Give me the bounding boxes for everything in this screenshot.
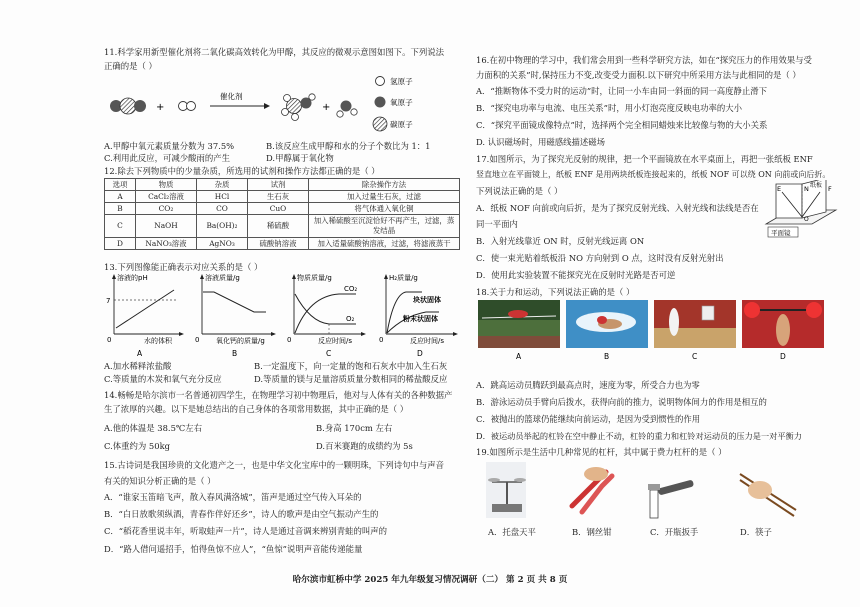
q13-graphs bbox=[104, 272, 460, 358]
q13-option-c: C.等质量的木炭和氧气充分反应 bbox=[104, 374, 222, 384]
fig-label-e: E bbox=[777, 185, 782, 193]
table-cell: CaCl₂溶液 bbox=[136, 191, 197, 203]
chopsticks-icon bbox=[740, 474, 796, 516]
q14-stem-line1: 14.畅畅是哈尔滨市一名普通初四学生，在物理学习初中物理后，他对与人体有关的各种数据产 bbox=[104, 390, 453, 400]
table-cell: D bbox=[105, 238, 136, 250]
q18-stem: 18.关于力和运动，下列说法正确的是（ ） bbox=[476, 287, 635, 297]
photo-label-a: A bbox=[516, 352, 522, 360]
fig-label-board: 纸板 bbox=[810, 182, 823, 189]
table-cell: A bbox=[105, 191, 136, 203]
q19-lever-pictures bbox=[478, 460, 818, 522]
graph-a-ylabel: 溶液的pH bbox=[117, 274, 148, 282]
table-row bbox=[105, 215, 460, 238]
table-row bbox=[105, 238, 460, 250]
plus-sign: + bbox=[156, 102, 165, 113]
q13-option-a: A.加水稀释浓盐酸 bbox=[104, 361, 172, 371]
graph-b bbox=[195, 273, 276, 358]
photo-label-c: C bbox=[692, 352, 698, 360]
fig-label-mirror: 平面镜 bbox=[771, 229, 791, 237]
graph-d-letter: D bbox=[417, 349, 423, 358]
legend-carbon: 碳原子 bbox=[390, 120, 413, 129]
q15-stem-line1: 15.古诗词是我国珍贵的文化遗产之一，也是中华文化宝库中的一颗明珠，下列诗句中与声音 bbox=[104, 460, 444, 470]
photo-weightlifting bbox=[742, 300, 824, 348]
graph-c-ylabel: 物质质量/g bbox=[297, 274, 332, 282]
water-molecule bbox=[337, 101, 357, 118]
q17-option-c: C．使一束光贴着纸板沿 NO 方向射到 O 点，这时没有反射光射出 bbox=[476, 253, 724, 263]
table-cell: 稀硫酸 bbox=[248, 215, 309, 238]
q18-option-b: B．游泳运动员手臂向后拨水，获得向前的推力，说明物体间力的作用是相互的 bbox=[476, 397, 767, 407]
graph-d-powder: 粉末状固体 bbox=[403, 315, 438, 323]
q17-stem-line2: 竖直地立在平面镜上，纸板 ENF 是用两块纸板连接起来的，纸板 NOF 可以绕 ON 向前或向后折。 bbox=[476, 170, 831, 179]
table-cell: 加入适量硫酸钠溶液，过滤，将滤液蒸干 bbox=[309, 238, 460, 250]
h2-molecule bbox=[179, 102, 196, 111]
q14-option-b: B.身高 170cm 左右 bbox=[316, 423, 393, 433]
photo-swimming bbox=[566, 300, 648, 348]
q12-table bbox=[104, 178, 460, 250]
table-cell: 硫酸钠溶液 bbox=[248, 238, 309, 250]
q11-stem-line2: 正确的是（ ） bbox=[104, 61, 157, 71]
page-footer: 哈尔滨市虹桥中学 2025 年九年级复习情况调研（二） 第 2 页 共 8 页 bbox=[292, 575, 568, 585]
q16-option-c: C．“探究平面镜成像特点”时，选择两个完全相同蜡烛来比较像与物的大小关系 bbox=[476, 120, 768, 130]
table-header: 除杂操作方法 bbox=[309, 179, 460, 191]
graph-a-origin: 0 bbox=[107, 336, 112, 344]
graph-c-co2: CO₂ bbox=[344, 285, 358, 293]
graph-a-tick: 7 bbox=[106, 297, 111, 305]
table-cell: Ba(OH)₂ bbox=[197, 215, 248, 238]
fig-label-o: O bbox=[804, 216, 809, 223]
photo-basketball bbox=[654, 300, 736, 348]
q15-option-b: B．“白日放歌须纵酒，青春作伴好还乡”，诗人的歌声是由空气振动产生的 bbox=[104, 509, 379, 519]
fig-label-n: N bbox=[804, 185, 809, 193]
table-cell: B bbox=[105, 203, 136, 215]
photo-high-jump bbox=[478, 300, 560, 348]
table-header: 选项 bbox=[105, 179, 136, 191]
photo-label-b: B bbox=[604, 352, 610, 360]
q16-stem-line1: 16.在初中物理的学习中，我们常会用到一些科学研究方法，如在“探究压力的作用效果与受 bbox=[476, 55, 812, 65]
q14-option-a: A.他的体温是 38.5℃左右 bbox=[104, 423, 203, 433]
q17-option-a-line1: A．纸板 NOF 向前或向后折，是为了探究反射光线、入射光线和法线是否在 bbox=[476, 203, 759, 213]
table-cell: NaOH bbox=[136, 215, 197, 238]
legend-hydrogen: 氢原子 bbox=[390, 77, 413, 86]
q15-option-c: C．“稻花香里说丰年，听取蛙声一片”，诗人是通过音调来辨别青蛙的叫声的 bbox=[104, 526, 387, 536]
q11-reaction-diagram bbox=[104, 72, 434, 142]
table-cell: 将气体通入氧化铜 bbox=[309, 203, 460, 215]
graph-c-o2: O₂ bbox=[346, 315, 355, 323]
q19-option-a: A．托盘天平 bbox=[488, 527, 536, 537]
q19-stem: 19.如图所示是生活中几种常见的杠杆，其中属于费力杠杆的是（ ） bbox=[476, 447, 727, 457]
q11-option-c: C.利用此反应，可减少酸雨的产生 bbox=[104, 153, 231, 163]
q18-option-c: C．被抛出的篮球仍能继续向前运动，是因为受到惯性的作用 bbox=[476, 414, 701, 424]
table-header: 物质 bbox=[136, 179, 197, 191]
q15-option-d: D．“路人借问遥招手，怕得鱼惊不应人”，“鱼惊”说明声音能传递能量 bbox=[104, 544, 363, 554]
q19-option-b: B．钢丝钳 bbox=[572, 527, 612, 537]
graph-c-origin: 0 bbox=[287, 336, 292, 344]
q14-option-c: C.体重约为 50kg bbox=[104, 441, 171, 451]
q11-option-d: D.甲醇属于氧化物 bbox=[266, 153, 334, 163]
graph-d-origin: 0 bbox=[379, 336, 384, 344]
table-header: 试剂 bbox=[248, 179, 309, 191]
graph-c-letter: C bbox=[326, 349, 332, 358]
graph-c bbox=[287, 273, 366, 358]
q13-option-d: D.等质量的镁与足量溶质质量分数相同的稀盐酸反应 bbox=[254, 374, 448, 384]
photo-label-d: D bbox=[780, 352, 786, 360]
q18-option-d: D．被运动员举起的杠铃在空中静止不动，杠铃的重力和杠铃对运动员的压力是一对平衡力 bbox=[476, 431, 802, 441]
co2-molecule bbox=[110, 98, 146, 114]
bottle-opener-icon bbox=[648, 479, 694, 518]
q12-stem: 12.除去下列物质中的少量杂质，所选用的试剂和操作方法都正确的是（ ） bbox=[104, 166, 380, 176]
table-row bbox=[105, 191, 460, 203]
atom-legend bbox=[373, 76, 413, 131]
graph-b-xlabel: 氧化钙的质量/g bbox=[216, 337, 265, 345]
q14-stem-line2: 生了浓厚的兴趣。以下是她总结出的自己身体的各项常用数据，其中正确的是（ ） bbox=[104, 404, 409, 414]
graph-b-letter: B bbox=[232, 349, 238, 358]
graph-c-xlabel: 反应时间/s bbox=[318, 337, 353, 345]
graph-a-letter: A bbox=[137, 349, 143, 358]
catalyst-label: 催化剂 bbox=[220, 92, 243, 101]
q18-sports-photos bbox=[478, 300, 824, 360]
graph-a bbox=[106, 273, 184, 358]
q17-stem-line3: 下列说法正确的是（ ） bbox=[476, 186, 563, 196]
q11-stem-line1: 11.科学家用新型催化剂将二氧化碳高效转化为甲醇，其反应的微观示意图如图下。下列说法 bbox=[104, 47, 444, 57]
methanol-molecule bbox=[282, 94, 316, 121]
plus-sign-2: + bbox=[322, 102, 331, 113]
table-row bbox=[105, 203, 460, 215]
graph-d-ylabel: H₂质量/g bbox=[389, 274, 418, 282]
table-cell: CuO bbox=[248, 203, 309, 215]
q17-stem-line1: 17.如图所示，为了探究光反射的规律，把一个平面镜放在水平桌面上，再把一张纸板 ENF bbox=[476, 154, 813, 164]
graph-d-block: 块状固体 bbox=[413, 296, 441, 304]
table-header-row bbox=[105, 179, 460, 191]
q14-option-d: D.百米赛跑的成绩约为 5s bbox=[316, 441, 413, 451]
q17-option-d: D．使用此实验装置不能探究光在反射时光路是否可逆 bbox=[476, 270, 676, 280]
q11-option-b: B.该反应生成甲醇和水的分子个数比为 1：1 bbox=[266, 141, 431, 151]
q13-stem: 13.下列图像能正确表示对应关系的是（ ） bbox=[104, 262, 263, 272]
wire-cutter-icon bbox=[572, 467, 612, 512]
q16-stem-line2: 力面积的关系”时,保持压力不变,改变受力面积.以下研究中所采用方法与此相同的是（ ） bbox=[476, 70, 801, 80]
table-cell: 生石灰 bbox=[248, 191, 309, 203]
legend-oxygen: 氧原子 bbox=[390, 98, 413, 107]
q19-option-c: C．开瓶扳手 bbox=[650, 527, 699, 537]
table-cell: 加入过量生石灰，过滤 bbox=[309, 191, 460, 203]
q16-option-d: D. 认识磁场时，用磁感线描述磁场 bbox=[476, 137, 605, 147]
q17-option-b: B．入射光线靠近 ON 时，反射光线远离 ON bbox=[476, 236, 645, 246]
q13-option-b: B.一定温度下，向一定量的饱和石灰水中加入生石灰 bbox=[254, 361, 448, 371]
table-cell: C bbox=[105, 215, 136, 238]
table-header: 杂质 bbox=[197, 179, 248, 191]
table-cell: NaNO₃溶液 bbox=[136, 238, 197, 250]
q11-option-a: A.甲醇中氧元素质量分数为 37.5% bbox=[104, 141, 235, 151]
q18-option-a: A．跳高运动员腾跃到最高点时，速度为零，所受合力也为零 bbox=[476, 380, 700, 390]
q17-reflection-figure bbox=[762, 180, 842, 238]
graph-a-xlabel: 水的体积 bbox=[144, 337, 172, 345]
balance-scale-icon bbox=[486, 462, 526, 518]
q19-option-d: D．筷子 bbox=[740, 527, 772, 537]
table-cell: CO₂ bbox=[136, 203, 197, 215]
graph-d-xlabel: 反应时间/s bbox=[410, 337, 445, 345]
graph-d bbox=[379, 273, 458, 358]
q15-stem-line2: 有关的知识分析正确的是（ ） bbox=[104, 476, 216, 486]
table-cell: 加入稀硫酸至沉淀恰好不再产生，过滤，蒸发结晶 bbox=[309, 215, 460, 238]
q16-option-a: A．“推断物体不受力时的运动”时，让同一小车由同一斜面的同一高度静止滑下 bbox=[476, 86, 767, 96]
table-cell: AgNO₃ bbox=[197, 238, 248, 250]
graph-b-origin: 0 bbox=[195, 336, 200, 344]
q16-option-b: B．“探究电功率与电流、电压关系”时，用小灯泡亮度反映电功率的大小 bbox=[476, 103, 742, 113]
q17-option-a-line2: 同一平面内 bbox=[476, 219, 518, 229]
graph-b-ylabel: 溶液质量/g bbox=[205, 274, 240, 282]
table-cell: HCl bbox=[197, 191, 248, 203]
q15-option-a: A．“谁家玉笛暗飞声，散入春风满洛城”，笛声是通过空气传入耳朵的 bbox=[104, 492, 362, 502]
table-cell: CO bbox=[197, 203, 248, 215]
fig-label-f: F bbox=[828, 185, 832, 193]
